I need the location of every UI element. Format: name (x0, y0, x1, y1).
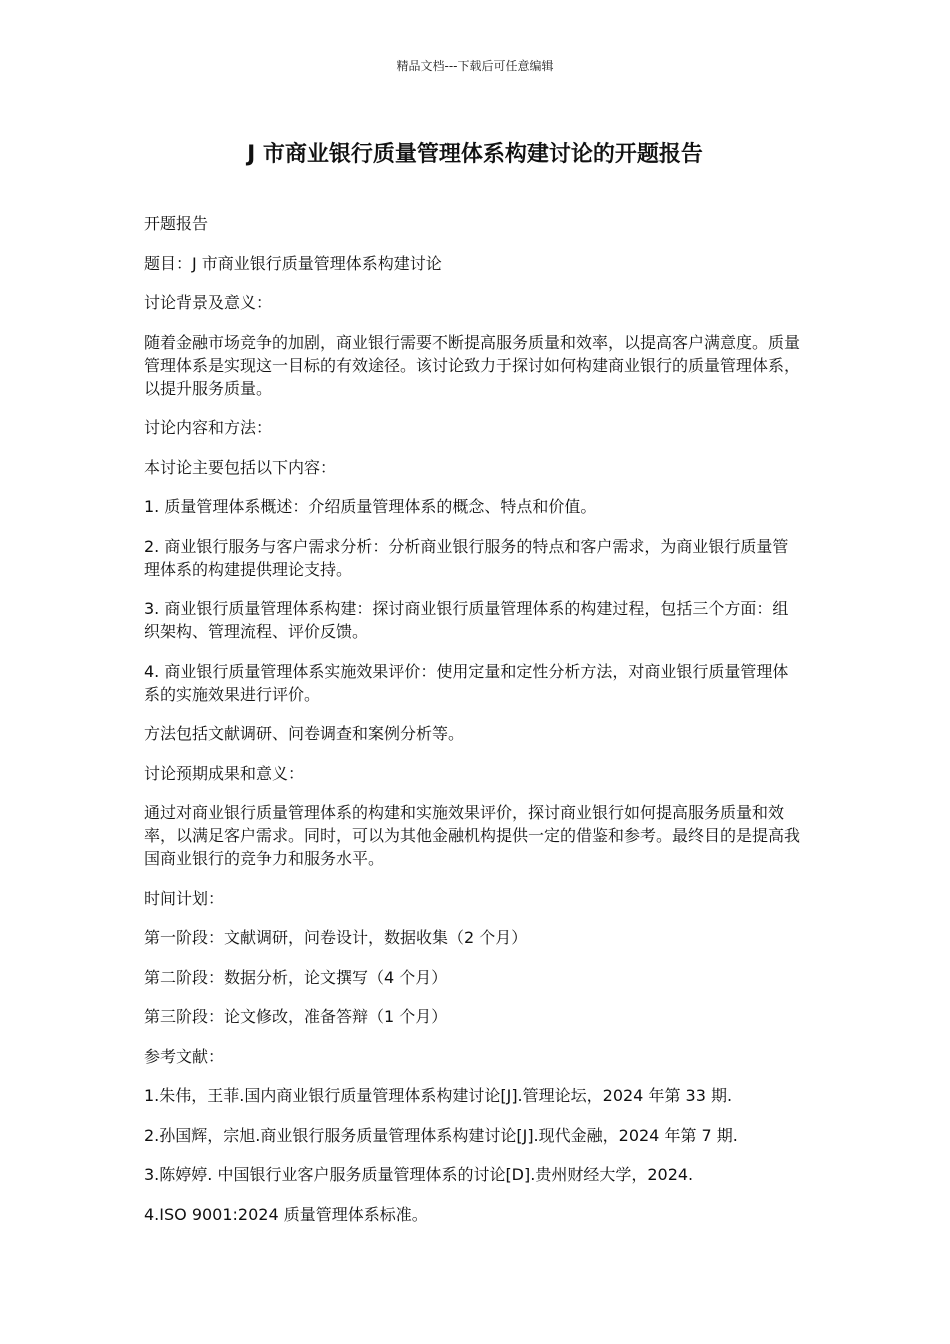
heading-schedule: 时间计划： (144, 888, 225, 908)
schedule-stage-3: 第三阶段：论文修改，准备答辩（1 个月） (144, 1007, 448, 1026)
document-title: J 市商业银行质量管理体系构建讨论的开题报告 (247, 142, 703, 167)
expected-results-paragraph: 通过对商业银行质量管理体系的构建和实施效果评价，探讨商业银行如何提高服务质量和效率，以满足客户需求。同时，可以为其他金融机构提供一定的借鉴和参考。最终目的是提高我国商业银行的竞争力和服务水平。 (144, 803, 801, 868)
heading-references: 参考文献： (144, 1046, 225, 1066)
reference-2: 2.孙国辉，宗旭.商业银行服务质量管理体系构建讨论[J].现代金融，2024 年第 7 期. (144, 1125, 738, 1145)
content-intro: 本讨论主要包括以下内容： (144, 457, 337, 477)
heading-expected-results: 讨论预期成果和意义： (144, 763, 305, 783)
reference-4: 4.ISO 9001:2024 质量管理体系标准。 (144, 1204, 428, 1224)
content-item-3: 3. 商业银行质量管理体系构建：探讨商业银行质量管理体系的构建过程，包括三个方面：组织架构、管理流程、评价反馈。 (144, 599, 789, 641)
content-item-2: 2. 商业银行服务与客户需求分析：分析商业银行服务的特点和客户需求，为商业银行质量管理体系的构建提供理论支持。 (144, 536, 789, 579)
heading-content-method: 讨论内容和方法： (144, 418, 273, 437)
reference-1: 1.朱伟，王菲.国内商业银行质量管理体系构建讨论[J].管理论坛，2024 年第 33 期. (144, 1086, 733, 1105)
topic-line: 题目：J 市商业银行质量管理体系构建讨论 (144, 253, 442, 273)
background-paragraph: 随着金融市场竞争的加剧，商业银行需要不断提高服务质量和效率，以提高客户满意度。质量管理体系是实现这一目标的有效途径。该讨论致力于探讨如何构建商业银行的质量管理体系，以提升服务质量。 (144, 332, 801, 398)
schedule-stage-1: 第一阶段：文献调研，问卷设计，数据收集（2 个月） (144, 928, 528, 947)
method-line: 方法包括文献调研、问卷调查和案例分析等。 (144, 724, 465, 743)
heading-background: 讨论背景及意义： (144, 293, 273, 312)
section-label-report: 开题报告 (144, 214, 209, 233)
content-item-4: 4. 商业银行质量管理体系实施效果评价：使用定量和定性分析方法，对商业银行质量管理体系的实施效果进行评价。 (144, 661, 789, 704)
document-body (144, 212, 804, 1242)
content-item-1: 1. 质量管理体系概述：介绍质量管理体系的概念、特点和价值。 (144, 497, 597, 516)
header-note: 精品文档---下载后可任意编辑 (396, 59, 554, 73)
schedule-stage-2: 第二阶段：数据分析，论文撰写（4 个月） (144, 967, 448, 987)
reference-3: 3.陈婷婷. 中国银行业客户服务质量管理体系的讨论[D].贵州财经大学，2024. (144, 1165, 694, 1184)
